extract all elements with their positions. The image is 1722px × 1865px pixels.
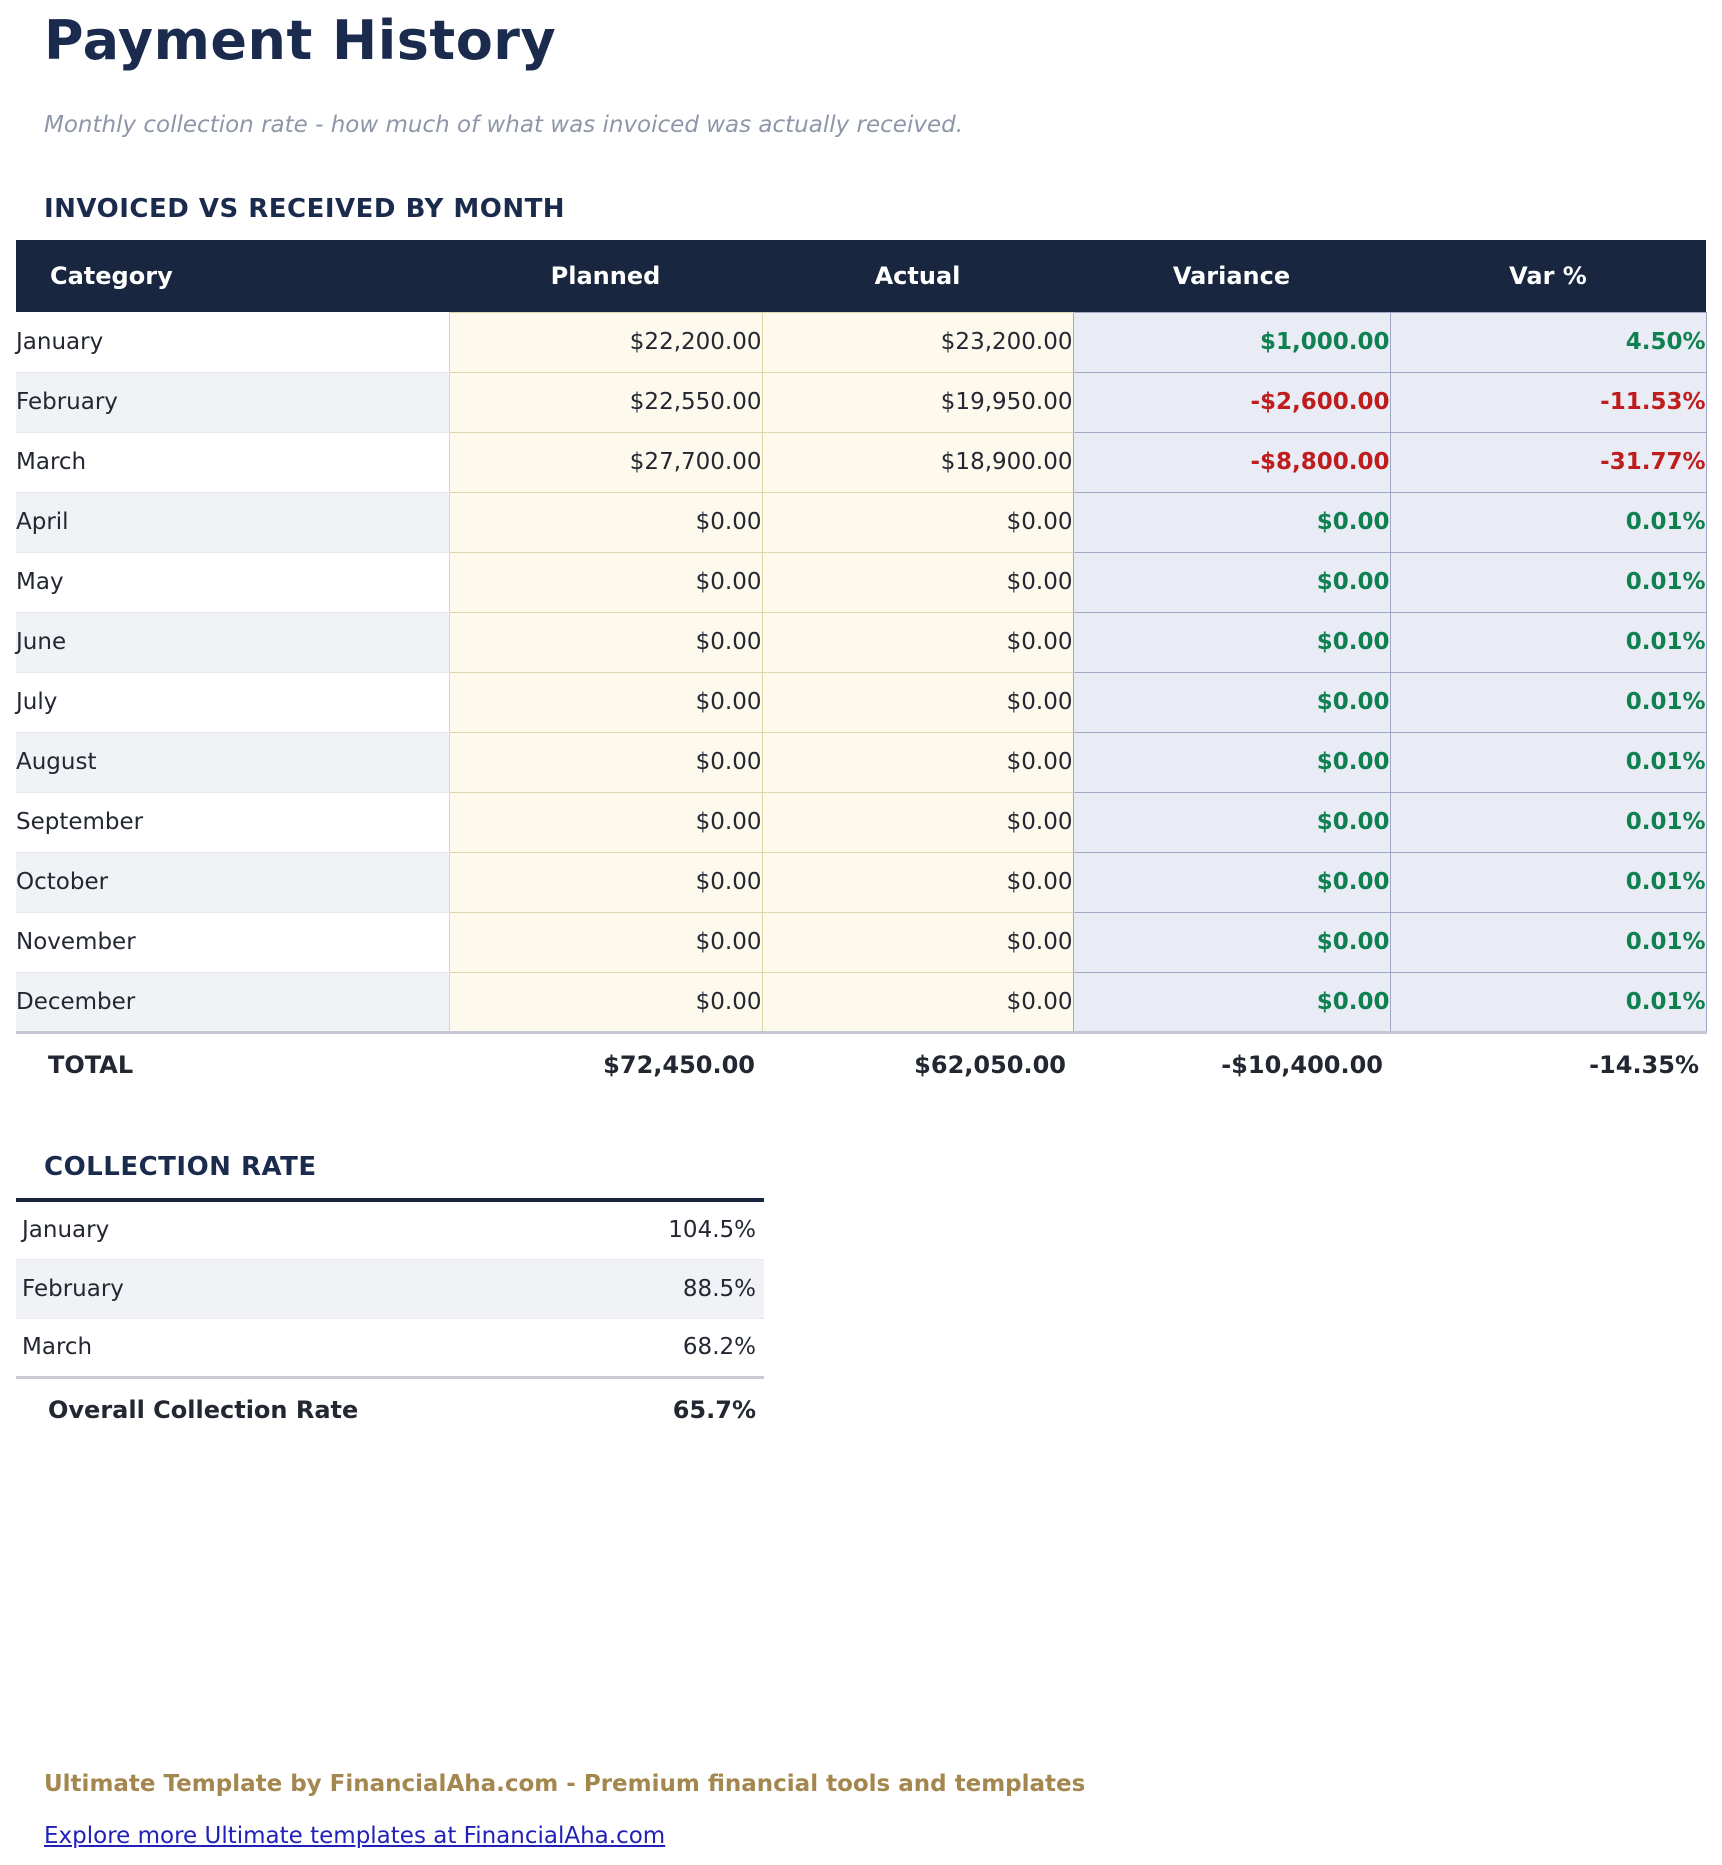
header-row bbox=[16, 240, 1706, 312]
actual-cell: $19,950.00 bbox=[762, 372, 1073, 432]
month-cell: March bbox=[16, 432, 449, 492]
var-pct-cell: 0.01% bbox=[1390, 852, 1706, 912]
invoice-table-footer bbox=[16, 1032, 1706, 1096]
overall-collection-rate-label: Overall Collection Rate bbox=[16, 1377, 486, 1441]
page-subtitle: Monthly collection rate - how much of what was invoiced was actually received. bbox=[44, 112, 964, 139]
var-pct-cell: 0.01% bbox=[1390, 792, 1706, 852]
variance-cell: -$2,600.00 bbox=[1073, 372, 1390, 432]
invoice-table-header bbox=[16, 240, 1706, 312]
collection-rate-table bbox=[16, 1198, 764, 1441]
collection-row bbox=[16, 1200, 764, 1259]
variance-cell: $0.00 bbox=[1073, 792, 1390, 852]
overall-collection-rate-value: 65.7% bbox=[486, 1377, 764, 1441]
var-pct-cell: 0.01% bbox=[1390, 492, 1706, 552]
month-cell: April bbox=[16, 492, 449, 552]
month-cell: September bbox=[16, 792, 449, 852]
collection-rate-cell: 68.2% bbox=[486, 1318, 764, 1377]
section-title-collection-rate: COLLECTION RATE bbox=[44, 1152, 317, 1183]
month-cell: December bbox=[16, 972, 449, 1032]
var-pct-cell: 0.01% bbox=[1390, 972, 1706, 1032]
table-row bbox=[16, 372, 1706, 432]
collection-rate-table-body bbox=[16, 1200, 764, 1441]
month-cell: November bbox=[16, 912, 449, 972]
collection-month-cell: January bbox=[16, 1200, 486, 1259]
table-row bbox=[16, 432, 1706, 492]
table-row bbox=[16, 972, 1706, 1032]
month-cell: July bbox=[16, 672, 449, 732]
collection-month-cell: February bbox=[16, 1259, 486, 1318]
planned-cell: $0.00 bbox=[449, 492, 762, 552]
table-row bbox=[16, 912, 1706, 972]
month-cell: January bbox=[16, 312, 449, 372]
actual-cell: $18,900.00 bbox=[762, 432, 1073, 492]
variance-cell: $0.00 bbox=[1073, 552, 1390, 612]
overall-collection-rate-row bbox=[16, 1377, 764, 1441]
planned-cell: $22,550.00 bbox=[449, 372, 762, 432]
total-variance: -$10,400.00 bbox=[1073, 1032, 1390, 1096]
variance-cell: $0.00 bbox=[1073, 612, 1390, 672]
total-row bbox=[16, 1032, 1706, 1096]
variance-cell: $0.00 bbox=[1073, 672, 1390, 732]
collection-row bbox=[16, 1259, 764, 1318]
table-row bbox=[16, 552, 1706, 612]
var-pct-cell: -11.53% bbox=[1390, 372, 1706, 432]
invoiced-vs-received-table bbox=[16, 240, 1707, 1096]
table-row bbox=[16, 612, 1706, 672]
var-pct-cell: 0.01% bbox=[1390, 672, 1706, 732]
actual-cell: $0.00 bbox=[762, 552, 1073, 612]
variance-cell: -$8,800.00 bbox=[1073, 432, 1390, 492]
variance-cell: $1,000.00 bbox=[1073, 312, 1390, 372]
actual-cell: $0.00 bbox=[762, 672, 1073, 732]
column-header-planned: Planned bbox=[449, 240, 762, 312]
collection-rate-cell: 88.5% bbox=[486, 1259, 764, 1318]
var-pct-cell: 4.50% bbox=[1390, 312, 1706, 372]
month-cell: August bbox=[16, 732, 449, 792]
column-header-var-pct: Var % bbox=[1390, 240, 1706, 312]
planned-cell: $0.00 bbox=[449, 732, 762, 792]
actual-cell: $0.00 bbox=[762, 492, 1073, 552]
planned-cell: $0.00 bbox=[449, 972, 762, 1032]
planned-cell: $0.00 bbox=[449, 672, 762, 732]
column-header-category: Category bbox=[16, 240, 449, 312]
footer-brand-text: Ultimate Template by FinancialAha.com - Premium financial tools and templates bbox=[44, 1771, 1086, 1798]
total-planned: $72,450.00 bbox=[449, 1032, 762, 1096]
planned-cell: $22,200.00 bbox=[449, 312, 762, 372]
var-pct-cell: 0.01% bbox=[1390, 912, 1706, 972]
variance-cell: $0.00 bbox=[1073, 732, 1390, 792]
var-pct-cell: 0.01% bbox=[1390, 732, 1706, 792]
variance-cell: $0.00 bbox=[1073, 912, 1390, 972]
planned-cell: $27,700.00 bbox=[449, 432, 762, 492]
variance-cell: $0.00 bbox=[1073, 492, 1390, 552]
month-cell: October bbox=[16, 852, 449, 912]
planned-cell: $0.00 bbox=[449, 792, 762, 852]
planned-cell: $0.00 bbox=[449, 912, 762, 972]
column-header-actual: Actual bbox=[762, 240, 1073, 312]
table-row bbox=[16, 792, 1706, 852]
planned-cell: $0.00 bbox=[449, 852, 762, 912]
section-title-invoiced-vs-received: INVOICED VS RECEIVED BY MONTH bbox=[44, 194, 566, 225]
collection-row bbox=[16, 1318, 764, 1377]
table-row bbox=[16, 312, 1706, 372]
actual-cell: $0.00 bbox=[762, 792, 1073, 852]
collection-rate-cell: 104.5% bbox=[486, 1200, 764, 1259]
invoice-table-body bbox=[16, 312, 1706, 1032]
footer-explore-link[interactable]: Explore more Ultimate templates at FinancialAha.com bbox=[44, 1823, 666, 1850]
table-row bbox=[16, 492, 1706, 552]
collection-month-cell: March bbox=[16, 1318, 486, 1377]
table-row bbox=[16, 732, 1706, 792]
total-var-pct: -14.35% bbox=[1390, 1032, 1706, 1096]
table-row bbox=[16, 852, 1706, 912]
var-pct-cell: 0.01% bbox=[1390, 552, 1706, 612]
total-label: TOTAL bbox=[16, 1032, 449, 1096]
actual-cell: $0.00 bbox=[762, 852, 1073, 912]
actual-cell: $0.00 bbox=[762, 972, 1073, 1032]
month-cell: May bbox=[16, 552, 449, 612]
table-row bbox=[16, 672, 1706, 732]
actual-cell: $0.00 bbox=[762, 732, 1073, 792]
column-header-variance: Variance bbox=[1073, 240, 1390, 312]
variance-cell: $0.00 bbox=[1073, 972, 1390, 1032]
actual-cell: $0.00 bbox=[762, 912, 1073, 972]
page-title: Payment History bbox=[44, 9, 557, 72]
actual-cell: $0.00 bbox=[762, 612, 1073, 672]
month-cell: June bbox=[16, 612, 449, 672]
planned-cell: $0.00 bbox=[449, 552, 762, 612]
actual-cell: $23,200.00 bbox=[762, 312, 1073, 372]
var-pct-cell: 0.01% bbox=[1390, 612, 1706, 672]
total-actual: $62,050.00 bbox=[762, 1032, 1073, 1096]
variance-cell: $0.00 bbox=[1073, 852, 1390, 912]
var-pct-cell: -31.77% bbox=[1390, 432, 1706, 492]
planned-cell: $0.00 bbox=[449, 612, 762, 672]
month-cell: February bbox=[16, 372, 449, 432]
